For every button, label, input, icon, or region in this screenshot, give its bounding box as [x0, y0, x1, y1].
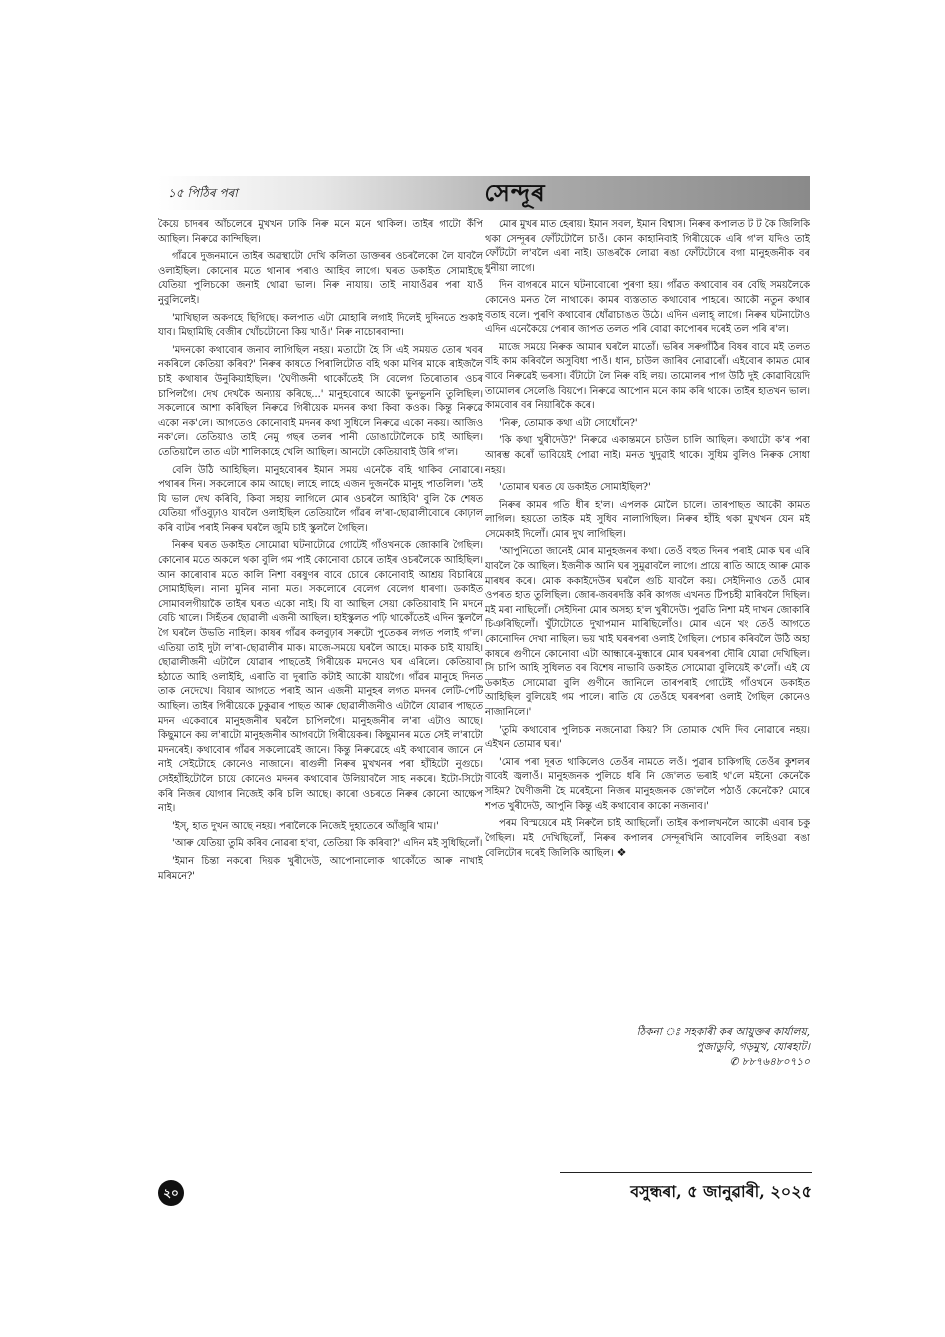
paragraph: বেলি উঠি আহিছিল। মানুহবোৰৰ ইমান সময় এনেকৈ বহি থাকিব নোৱাৰে। পথাৰৰ দিন। সকলোৰে কাম আছে। লাহে লাহে এজন দুজনকৈ মানুহ পাতলিল। 'তই যি ভাল দেখ কৰিবি, কিবা সহায় লাগিলে মোৰ ওচৰলৈ আহিবি' বুলি কৈ শেষত যেতিয়া গাঁওবুঢ়াও যাবলৈ ওলাইছিল তেতিয়ালৈ গাঁৱৰ ল'ৰা-ছোৱালীবোৰে কোঢ়াল কৰি বাটৰ পৰাই নিৰুৰ ঘৰলৈ জুমি চাই স্কুললৈ গৈছিল।: [158, 464, 483, 534]
magazine-date: বসুন্ধৰা, ৫ জানুৱাৰী, ২০২৫: [630, 1182, 812, 1201]
paragraph: 'মোৰ পৰা দূৰত থাকিলেও তেওঁৰ নামতে লওঁ। পুৱাৰ চাকিগছি তেওঁৰ কুশলৰ বাবেই জ্বলাওঁ। মানুহজনক পুলিচে ধৰি নি জে'লত ভৰাই থ'লে মইনো কেনেকৈ সহিম? ঘৈণীজনী হৈ মৰেইনো নিজৰ মানুহজনক জে'ললৈ পঠাওঁ কেনেকৈ? মোৰে শপত খুৰীদেউ, আপুনি কিন্তু এই কথাবোৰ কাকো নজনাব।': [485, 756, 810, 812]
phone-number: ✆ ৮৮৭৬৪৮০৭১০: [729, 1056, 810, 1068]
page-number: ২০: [158, 1180, 184, 1206]
paragraph: [485, 817, 810, 862]
paragraph: দিন বাগৰৰে মানে ঘটনাবোৰো পুৰণা হয়। গাঁৱত কথাবোৰ বৰ বেছি সময়লৈকে কোনেও মনত লৈ নাথাকে। কামৰ ব্যস্ততাত কথাবোৰ পাহৰে। আকৌ নতুন কথাৰ বতাহ বলে। পুৰণি কথাবোৰ ধোঁৱাচাঙত উঠে। এদিন এলাহ্ লাগে। নিৰুৰ ঘটনাটোও এদিন এনেকৈয়ে পেৰাৰ জাপত তলত পৰি বোৱা কাপোৰৰ দৰেই তল পৰি ৰ'ল।: [485, 280, 810, 336]
paragraph: নিৰুৰ কামৰ গতি ধীৰ হ'ল। এপলক মোলৈ চালে। তাৰপাছত আকৌ কামত লাগিল। হয়তো তাইক মই সুধিব নালাগিছিল। নিৰুৰ হাঁহি থকা মুখখন যেন মই সেমেকাই দিলোঁ। মোৰ দুখ লাগিছিল।: [485, 499, 810, 540]
right-column: [485, 218, 810, 963]
paragraph: 'নিৰু, তোমাক কথা এটা সোধোঁনে?': [499, 417, 638, 429]
paragraph: কৈয়ে চাদৰৰ আঁচলেৰে মুখখন ঢাকি নিৰু মনে মনে থাকিল। তাইৰ গাটো কঁপি আছিল। নিৰুৱে কান্দিছিল।: [158, 219, 483, 245]
paragraph: 'তুমি কথাবোৰ পুলিচক নজনোৱা কিয়? সি তোমাক খেদি দিব নোৱাৰে নহয়। এইখন তোমাৰ ঘৰ।': [485, 724, 810, 751]
continued-from-label: ১৫ পিঠিৰ পৰা: [168, 186, 238, 200]
address-line: ঠিকনা ঃ সহকাৰী কৰ আয়ুক্তৰ কাৰ্যালয়,: [636, 1026, 810, 1038]
paragraph: 'ইমান চিন্তা নকৰো দিয়ক খুৰীদেউ, আপোনালোক থাকোঁতে আৰু নাখাই মৰিমনে?': [158, 855, 483, 882]
story-title: সেন্দূৰ: [484, 178, 546, 207]
paragraph: নিৰুৰ ঘৰত ডকাইত সোমোৱা ঘটনাটোৱে গোটেই গাঁওখনকে জোকাৰি গৈছিল। কোনোৰ মতে অকলে থকা বুলি গম পাই কোনোবা চোৰে তাইৰ ওচৰলৈকে আহিছিল। আন কাৰোবাৰ মতে কালি নিশা বৰষুণৰ বাবে চোৰে কোনোবাই আশ্ৰয় বিচাৰিয়ে সোমাইছিল। নানা মুনিৰ নানা মত। সকলোৰে বেলেগ বেলেগ ধাৰণা। ডকাইত সোমাবলগীয়াকৈ তাইৰ ঘৰত একো নাই। যি বা আছিল সেয়া কেতিয়াবাই নি মদনে বেচি খালে। সিহঁতৰ ছোৱালী এজনী আছিল। হাইস্কুলত পঢ়ি থাকোঁতেই এদিন স্কুললৈ গৈ ঘৰলৈ উভতি নাহিল। কাষৰ গাঁৱৰ কলবুঢ়াৰ সৰুটো পুতেকৰ লগত পলাই গ'ল। এতিয়া তাই দুটা ল'ৰা-ছোৱালীৰ মাক। মাজে-সময়ে ঘৰলৈ আহে। মাকক চাই যায়হি। ছোৱালীজনী এটালৈ যোৱাৰ পাছতেই গিৰীয়েক মদনেও ঘৰ এৰিলে। কেতিয়াবা হঠাতে আহি ওলাইহি, এৰাতি বা দুৰাতি কটাই আকৌ যায়গৈ। গাঁৱৰ মানুহে দিনত তাক নেদেখে। বিয়াৰ আগতে পৰাই আন এজনী মানুহৰ লগত মদনৰ লেটি-পেটি আছিল। তাইৰ গিৰীয়েকে ঢুকুৱাৰ পাছত আৰু ছোৱালীজনীও এটালৈ যোৱাৰ পাছতে মদন একেবাৰে মানুহজনীৰ ঘৰলৈ চাপিলগৈ। মানুহজনীৰ ল'ৰা এটাও আছে। কিছুমানে কয় ল'ৰাটো মানুহজনীৰ আগবটো গিৰীয়েকৰ। কিছুমানৰ মতে সেই ল'ৰাটো মদনৰেই। কথাবোৰ গাঁৱৰ সকলোৱেই জানে। কিন্তু নিৰুৱেহে এই কথাবোৰ জানে নে নাই সেইটোহে কোনেও নাজানে। ৰাগুলী নিৰুৰ মুখখনৰ পৰা হাঁহিটো নুগুচে। সেইহাঁহিটোলৈ চায়ে কোনেও মদনৰ কথাবোৰ উলিয়াবলৈ সাহ নকৰে। ইটো-সিটো কৰি নিজৰ যোগাৰ নিজেই কৰি চলি আছে। কাৰো ওচৰতে নিৰুৰ কোনো আক্ষেপ নাই।: [158, 540, 483, 815]
end-mark-icon: ❖: [616, 846, 627, 860]
address-line: পুজাডুবি, গড়মুখ, যোৰহাট।: [696, 1041, 810, 1053]
paragraph: 'মাখিছাল অকণহে ছিগিছে। কলপাত এটা মোহাৰি লগাই দিলেই দুদিনতে শুকাই যাব। মিছামিছি বেজীৰ খোঁচটোনো কিয় খাওঁ।' নিৰু নাচোৰবান্দা।: [158, 312, 483, 339]
closing-paragraph-text: পৰম বিস্ময়েৰে মই নিৰুলৈ চাই আছিলোঁ। তাইৰ কপালখনলৈ আকৌ এবাৰ চকু গৈছিল। মই দেখিছিলোঁ, নিৰুৰ কপালৰ সেন্দূৰখিনি আবেলিৰ লহিওৱা ৰঙা বেলিটোৰ দৰেই জিলিকি আছিল।: [485, 818, 810, 860]
paragraph: 'তোমাৰ ঘৰত যে ডকাইত সোমাইছিল?': [499, 482, 651, 494]
paragraph: 'মদনকো কথাবোৰ জনাব লাগিছিল নহয়। মতাটো হৈ সি এই সময়ত তোৰ খবৰ নকৰিলে কেতিয়া কৰিব?' নিৰুৰ কাষতে পিৰালিটোত বহি থকা মণিৰ মাকে ৰাইজলৈ চাই কথাষাৰ উনুকিয়াইছিল। 'ঘৈণীজনী থাকোঁতেই সি বেলেগ তিৰোতাৰ ওচৰ চাপিলগৈ। দেখ দেখকৈ অন্যায় কৰিছে...' মানুহবোৰে আকৌ ভুনভুননি তুলিছিল। সকলোৰে আশা কৰিছিল নিৰুৱে গিৰীয়েক মদনৰ কথা কিবা কওক। কিন্তু নিৰুৱে একো নক'লে। আগতেও কোনোবাই মদনৰ কথা সুধিলে নিৰুৱে একো নকয়। আজিও নক'লে। তেতিয়াও তাই নেমু গছৰ তলৰ পানী ডোঙাটোলৈকে চাই আছিল। তেতিয়ালৈ তাত এটা শালিকাহে খেলি আছিল। আনটো কেতিয়াবাই উৰি গ'ল।: [158, 344, 483, 458]
paragraph: মোৰ মুখৰ মাত হেৰায়। ইমান সবল, ইমান বিশ্বাস। নিৰুৰ কপালত ট ট কৈ জিলিকি থকা সেন্দূৰৰ ফোঁটটোলৈ চাওঁ। কোন কাহানিবাই গিৰীয়েকে এৰি গ'ল যদিও তাই ফোঁটটো ল'বলৈ এৰা নাই। ডাঙৰকৈ লোৱা ৰঙা ফোঁটটোৰে বগা মানুহজনীক বৰ ধুনীয়া লাগে।: [485, 219, 810, 274]
paragraph: 'আৰু যেতিয়া তুমি কৰিব নোৱৰা হ'বা, তেতিয়া কি কৰিবা?' এদিন মই সুধিছিলোঁ।: [172, 838, 483, 850]
paragraph: 'ইস্, হাত দুখন আছে নহয়। পৰালৈকে নিজেই দুহাতেৰে আঁজুৰি খাম।': [172, 820, 439, 832]
footer-divider: [560, 1172, 812, 1173]
paragraph: 'কি কথা খুৰীদেউ?' নিৰুৱে একান্তমনে চাউল চালি আছিল। কথাটো ক'ৰ পৰা আৰম্ভ কৰোঁ ভাবিয়েই পোৱা নাই। মনত খুদুৱাই থাকে। সুধিম বুলিও নিৰুক সোধা নহয়।: [485, 435, 810, 476]
paragraph: 'আপুনিতো জানেই মোৰ মানুহজনৰ কথা। তেওঁ বহুত দিনৰ পৰাই মোক ঘৰ এৰি যাবলৈ কৈ আছিল। ইজনীক আনি ঘৰ সুমুৱাবলৈ লাগে। প্ৰায়ে ৰাতি আহে আৰু মোক মাৰধৰ কৰে। মোক ককাইদেউৰ ঘৰলৈ গুচি যাবলৈ কয়। সেইদিনাও তেওঁ মোৰ ওপৰত হাত তুলিছিল। জোৰ-জবৰদস্তি কৰি কাগজ এখনত টিপচহী মাৰিবলৈ দিছিল। মই মৰা নাছিলোঁ। সেইদিনা মোৰ অসহ্য হ'ল খুৰীদেউ। পুৱতি নিশা মই দাখন জোকাৰি চিঞৰিছিলোঁ। খুঁটাটোতে দুখাপমান মাৰিছিলোঁও। মোৰ এনে খং তেওঁ আগতে কোনোদিন দেখা নাছিল। ভয় খাই ঘৰৰপৰা ওলাই গৈছিল। পেচাৰ কৰিবলৈ উঠি অহা কাষৰে গুণীনে কোনোবা এটা আন্ধাৰে-মুন্ধাৰে মোৰ ঘৰৰপৰা দৌৰি যোৱা দেখিছিল। সি চাপি আহি সুধিলত বৰ বিশেষ নাভাবি ডকাইত সোমোৱা বুলিয়েই ক'লোঁ। এই যে ডকাইত সোমোৱা বুলি গুণীনে জানিলে তাৰপৰাই গোটেই গাঁওখনে ডকাইত আহিছিল বুলিয়েই গম পালে। ৰাতি যে তেওঁহে ঘৰৰপৰা ওলাই গৈছিল কোনেও নাজানিলে।': [485, 546, 810, 718]
left-column: [158, 218, 483, 963]
author-address: [560, 1025, 810, 1070]
paragraph: গাঁৱৰে দুজনমানে তাইৰ অৱস্থাটো দেখি কলিতা ডাক্তৰৰ ওচৰলৈকো লৈ যাবলৈ ওলাইছিল। কোনোৰ মতে থানাৰ পৰাও আহিব লাগে। ঘৰত ডকাইত সোমাইছে যেতিয়া পুলিচকো জনাই থোৱা ভাল। নিৰু নাযায়। তাই নাযাওঁৱৰ পৰা যাওঁ নুবুলিলেই।: [158, 251, 483, 306]
paragraph: মাজে সময়ে নিৰুক আমাৰ ঘৰলৈ মাতোঁ। ভৰিৰ সৰুগাঁঠিৰ বিষৰ বাবে মই তলত বহি কাম কৰিবলৈ অসুবিধা পাওঁ। ধান, চাউল জাৰিব নোৱাৰোঁ। এইবোৰ কামত মোৰ বাবে নিৰুৱেই ভৰসা। বঁটাটো লৈ নিৰু বহি লয়। তামোলৰ পাগ উঠি দুই কোৱাবিয়েদি তামোলৰ সেলেঙি বিয়পে। নিৰুৱে আপোন মনে কাম কৰি থাকে। তাইৰ হাতখন ভাল। কামবোৰ বৰ নিয়াৰিকৈ কৰে।: [485, 341, 810, 412]
